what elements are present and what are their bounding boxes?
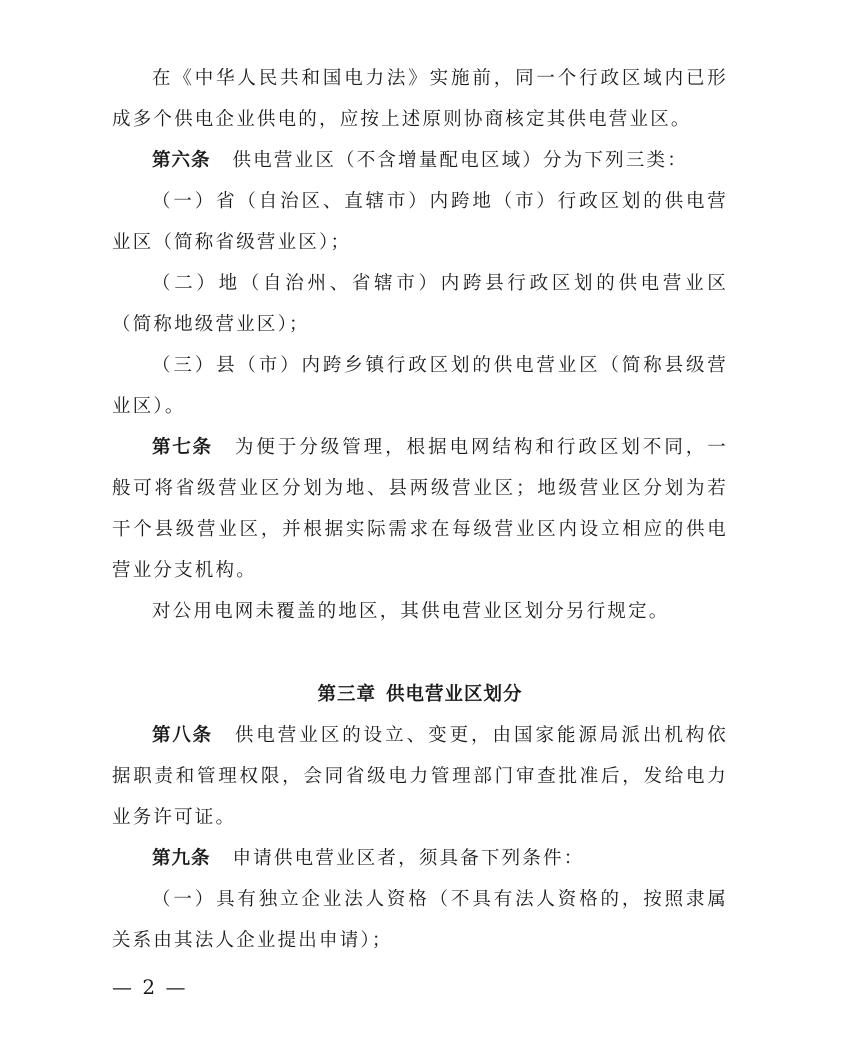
article-9-label: 第九条 xyxy=(152,848,211,869)
article-9 xyxy=(112,838,728,879)
paragraph-electric-law-note: 在《中华人民共和国电力法》实施前，同一个行政区域内已形成多个供电企业供电的，应按上述原则协商核定其供电营业区。 xyxy=(112,68,728,130)
article-6-item-3: （三）县（市）内跨乡镇行政区划的供电营业区（简称县级营业区）。 xyxy=(112,355,728,417)
article-6-item-2: （二）地（自治州、省辖市）内跨县行政区划的供电营业区（简称地级营业区）； xyxy=(112,273,728,335)
article-9-text: 申请供电营业区者，须具备下列条件： xyxy=(232,848,585,869)
section-spacer xyxy=(112,632,728,674)
article-7-label: 第七条 xyxy=(152,437,213,458)
article-8 xyxy=(112,715,728,838)
article-9-item-1: （一）具有独立企业法人资格（不具有法人资格的，按照隶属关系由其法人企业提出申请）； xyxy=(112,889,728,951)
article-6-text: 供电营业区（不含增量配电区域）分为下列三类： xyxy=(232,150,688,171)
article-8-text: 供电营业区的设立、变更，由国家能源局派出机构依据职责和管理权限，会同省级电力管理部门审查批准后，发给电力业务许可证。 xyxy=(112,725,728,828)
article-6 xyxy=(112,140,728,181)
article-6-item-1: （一）省（自治区、直辖市）内跨地（市）行政区划的供电营业区（简称省级营业区）； xyxy=(112,191,728,253)
document-body xyxy=(112,58,728,961)
article-6-label: 第六条 xyxy=(152,150,211,171)
article-7-extra: 对公用电网未覆盖的地区，其供电营业区划分另行规定。 xyxy=(152,601,670,622)
chapter-heading xyxy=(112,674,728,715)
chapter-title: 供电营业区划分 xyxy=(386,684,523,705)
article-7-text: 为便于分级管理，根据电网结构和行政区划不同，一般可将省级营业区分划为地、县两级营业区；地级营业区分划为若干个县级营业区，并根据实际需求在每级营业区内设立相应的供电营业分支机构。 xyxy=(112,437,728,581)
chapter-number: 第三章 xyxy=(317,684,376,705)
article-7 xyxy=(112,427,728,591)
page-number: — 2 — xyxy=(112,975,188,999)
article-8-label: 第八条 xyxy=(152,725,213,746)
